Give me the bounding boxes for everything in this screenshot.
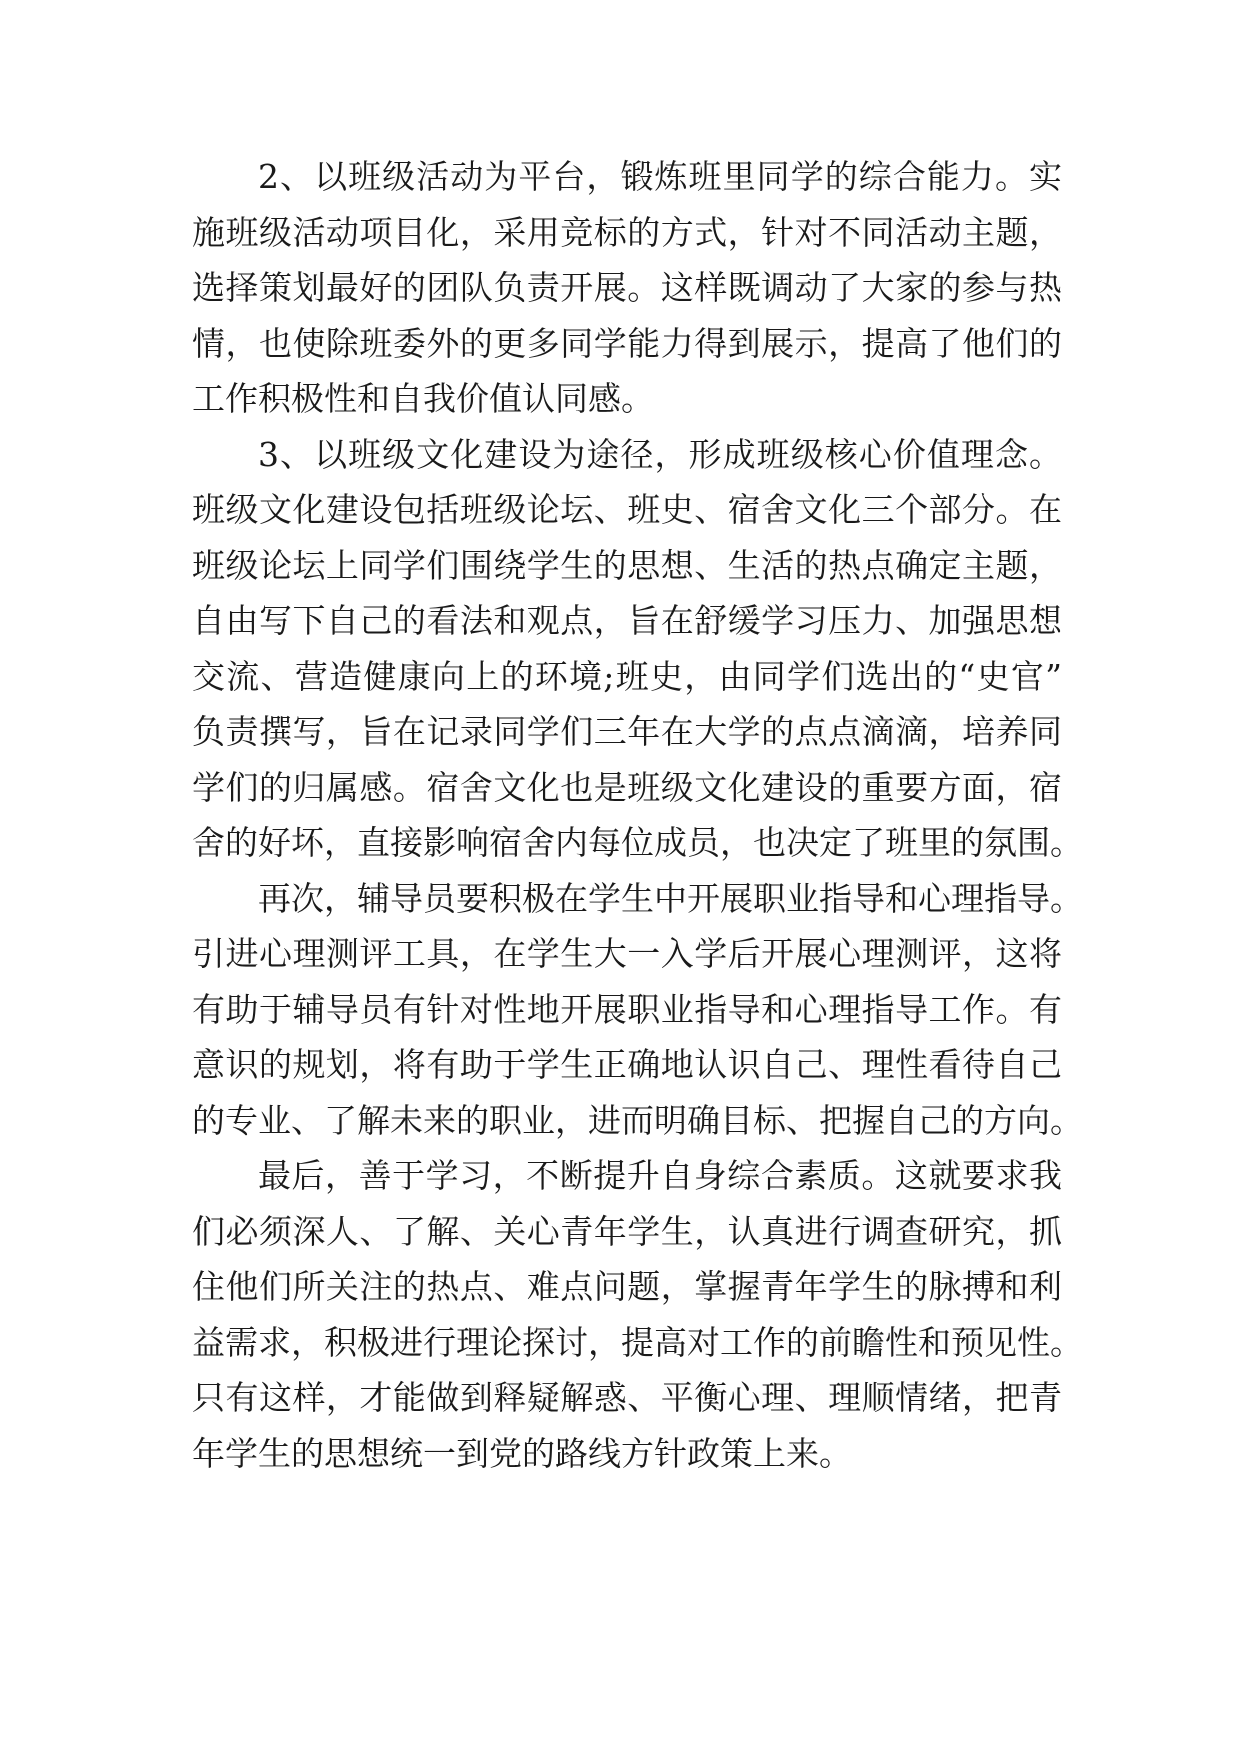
text-line: 们必须深人、了解、关心青年学生，认真进行调查研究，抓 <box>192 1211 1062 1251</box>
text-line: 学们的归属感。宿舍文化也是班级文化建设的重要方面，宿 <box>192 767 1062 807</box>
text-line: 情，也使除班委外的更多同学能力得到展示，提高了他们的 <box>192 323 1062 363</box>
text-line: 3、以班级文化建设为途径，形成班级核心价值理念。 <box>258 434 1062 474</box>
text-line: 再次，辅导员要积极在学生中开展职业指导和心理指导。 <box>258 878 1083 918</box>
text-line: 意识的规划，将有助于学生正确地认识自己、理性看待自己 <box>192 1045 1062 1084</box>
text-line: 益需求，积极进行理论探讨，提高对工作的前瞻性和预见性。 <box>192 1322 1083 1362</box>
text-line: 年学生的思想统一到党的路线方针政策上来。 <box>192 1433 852 1473</box>
text-line: 班级文化建设包括班级论坛、班史、宿舍文化三个部分。在 <box>192 490 1062 529</box>
text-line: 最后，善于学习，不断提升自身综合素质。这就要求我 <box>258 1156 1062 1195</box>
text-line: 负责撰写，旨在记录同学们三年在大学的点点滴滴，培养同 <box>192 712 1062 751</box>
text-line: 工作积极性和自我价值认同感。 <box>192 379 654 418</box>
text-line: 有助于辅导员有针对性地开展职业指导和心理指导工作。有 <box>192 989 1062 1029</box>
text-line: 的专业、了解未来的职业，进而明确目标、把握自己的方向。 <box>192 1100 1083 1140</box>
text-line: 只有这样，才能做到释疑解惑、平衡心理、理顺情绪，把青 <box>192 1378 1062 1417</box>
text-line: 交流、营造健康向上的环境;班史，由同学们选出的“史官” <box>192 656 1062 696</box>
text-line: 选择策划最好的团队负责开展。这样既调动了大家的参与热 <box>192 268 1062 307</box>
text-line: 2、以班级活动为平台，锻炼班里同学的综合能力。实 <box>258 157 1062 196</box>
text-line: 施班级活动项目化，采用竞标的方式，针对不同活动主题， <box>192 212 1062 252</box>
text-line: 引进心理测评工具，在学生大一入学后开展心理测评，这将 <box>192 934 1062 973</box>
text-line: 住他们所关注的热点、难点问题，掌握青年学生的脉搏和利 <box>192 1267 1062 1306</box>
text-line: 自由写下自己的看法和观点，旨在舒缓学习压力、加强思想 <box>192 601 1062 640</box>
text-line: 班级论坛上同学们围绕学生的思想、生活的热点确定主题， <box>192 545 1062 585</box>
text-line: 舍的好坏，直接影响宿舍内每位成员，也决定了班里的氛围。 <box>192 823 1083 862</box>
